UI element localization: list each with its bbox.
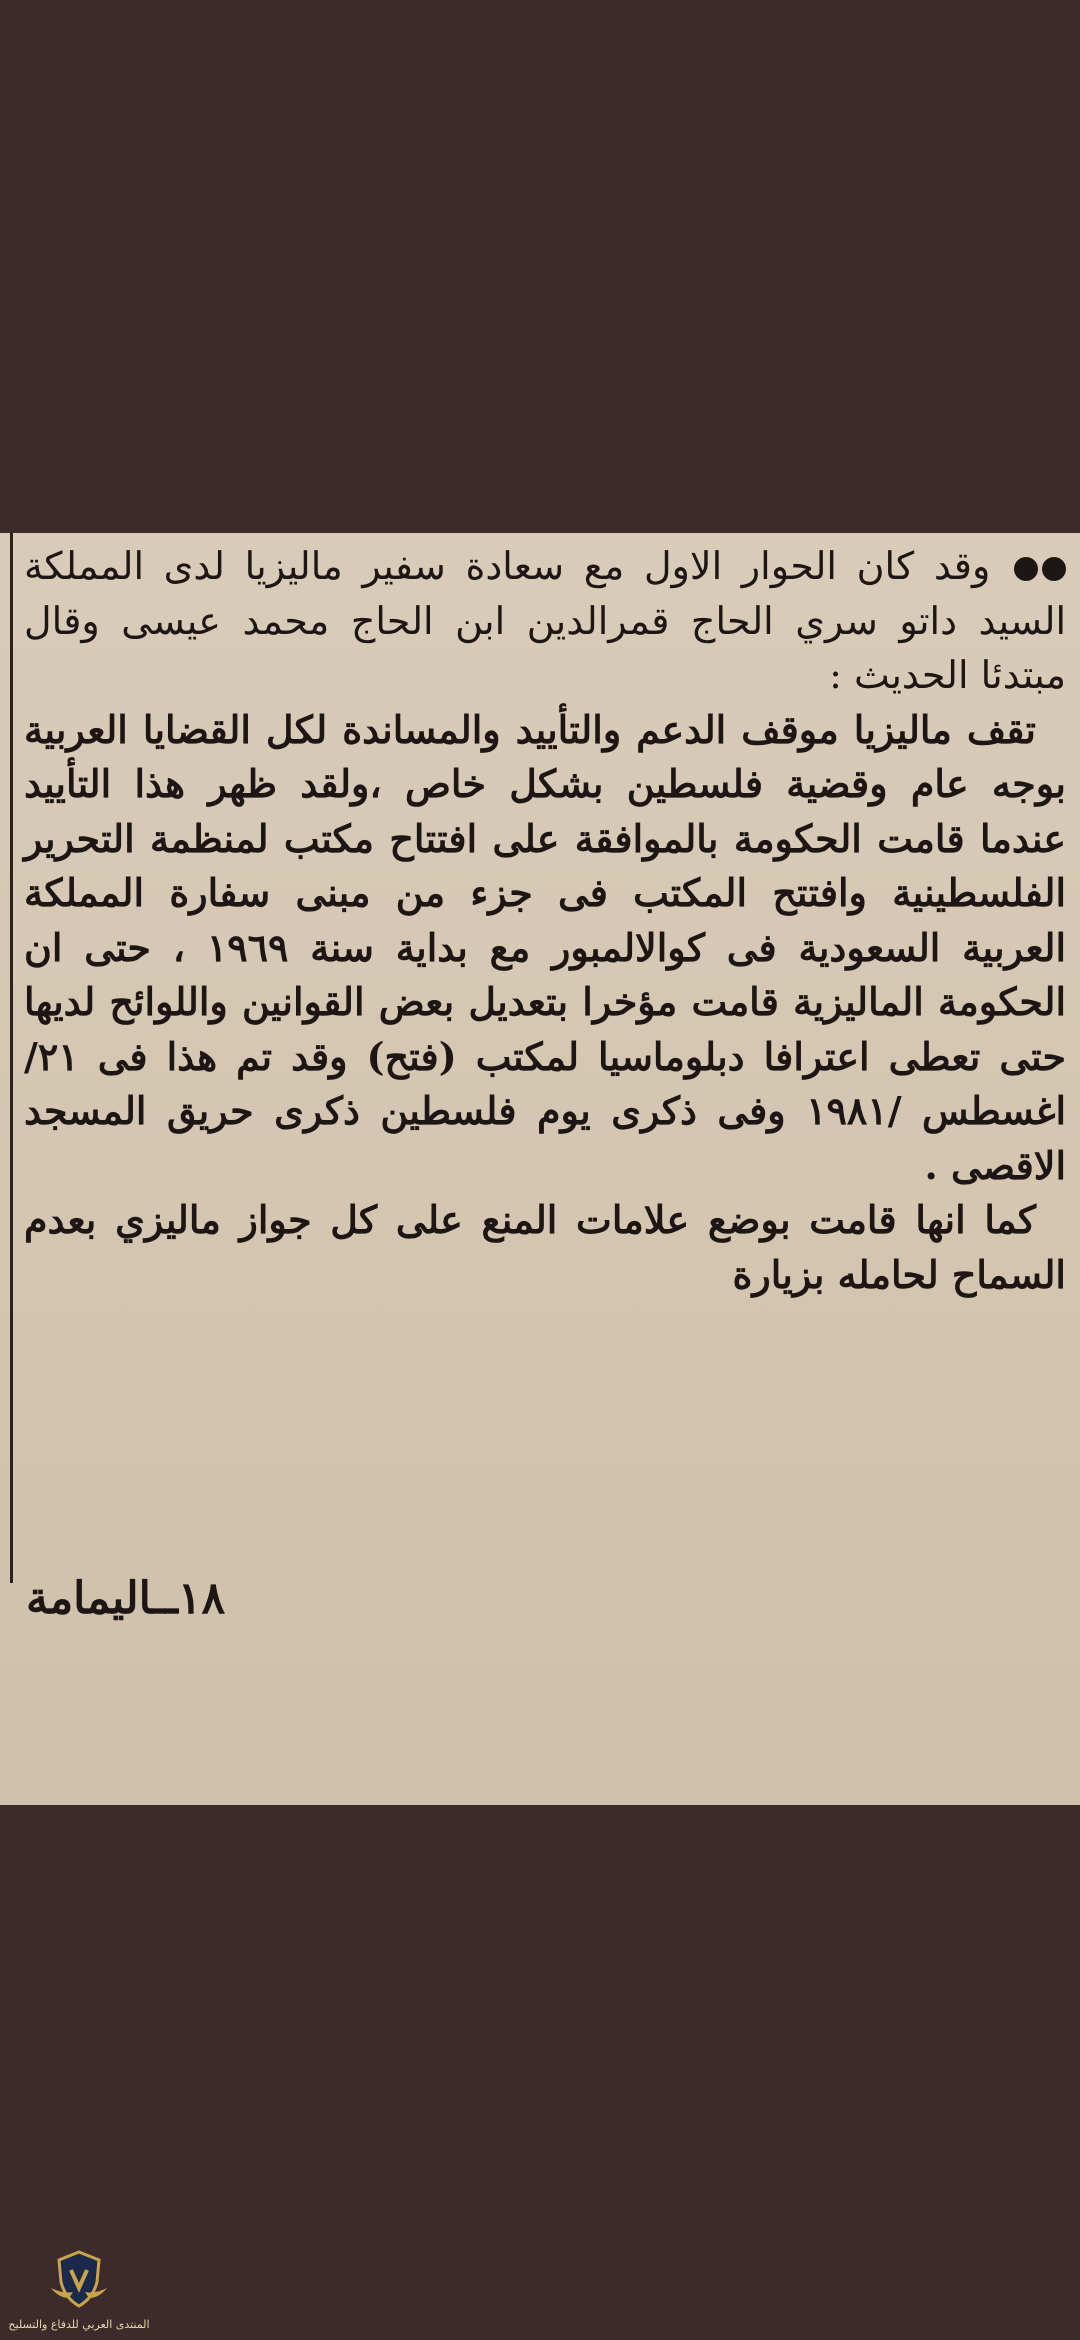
paragraph-continued [24, 1193, 1066, 1302]
bullet-icon [1014, 557, 1038, 581]
paragraph-intro-text: وقد كان الحوار الاول مع سعادة سفير ماليزيا لدى المملكة السيد داتو سري الحاج قمرالدين ابن الحاج محمد عيسى وقال مبتدئا الحديث : [24, 544, 1066, 697]
paragraph-main-text: تقف ماليزيا موقف الدعم والتأييد والمساندة لكل القضايا العربية بوجه عام وقضية فلسطين بشكل خاص ،ولقد ظهر هذا التأييد عندما قامت الحكومة بالموافقة على افتتاح مكتب لمنظمة التحرير الفلسطينية وافتتح المكتب فى جزء من مبنى سفارة المملكة العربية السعودية فى كوالالمبور مع بداية سنة ١٩٦٩ ، حتى ان الحكومة الماليزية قامت مؤخرا بتعديل بعض القوانين واللوائح لديها حتى تعطى اعترافا دبلوماسيا لمكتب (فتح) وقد تم هذا فى ٢١/ اغسطس /١٩٨١ وفى ذكرى يوم فلسطين ذكرى حريق المسجد الاقصى . [24, 706, 1067, 1188]
column-rule [10, 533, 13, 1583]
shield-wings-icon [49, 2248, 109, 2318]
watermark-logo [4, 2248, 154, 2334]
paragraph-continued-text: كما انها قامت بوضع علامات المنع على كل جواز ماليزي بعدم السماح لحامله بزيارة [24, 1197, 1066, 1297]
watermark-text: المنتدى العربي للدفاع والتسليح [8, 2318, 150, 2331]
scanned-page [0, 533, 1080, 1805]
paragraph-intro [24, 539, 1066, 703]
bullet-icon [1042, 557, 1066, 581]
page-folio: ١٨ــاليمامة [26, 1573, 226, 1624]
paragraph-main [24, 703, 1066, 1194]
article-body [24, 539, 1066, 1302]
